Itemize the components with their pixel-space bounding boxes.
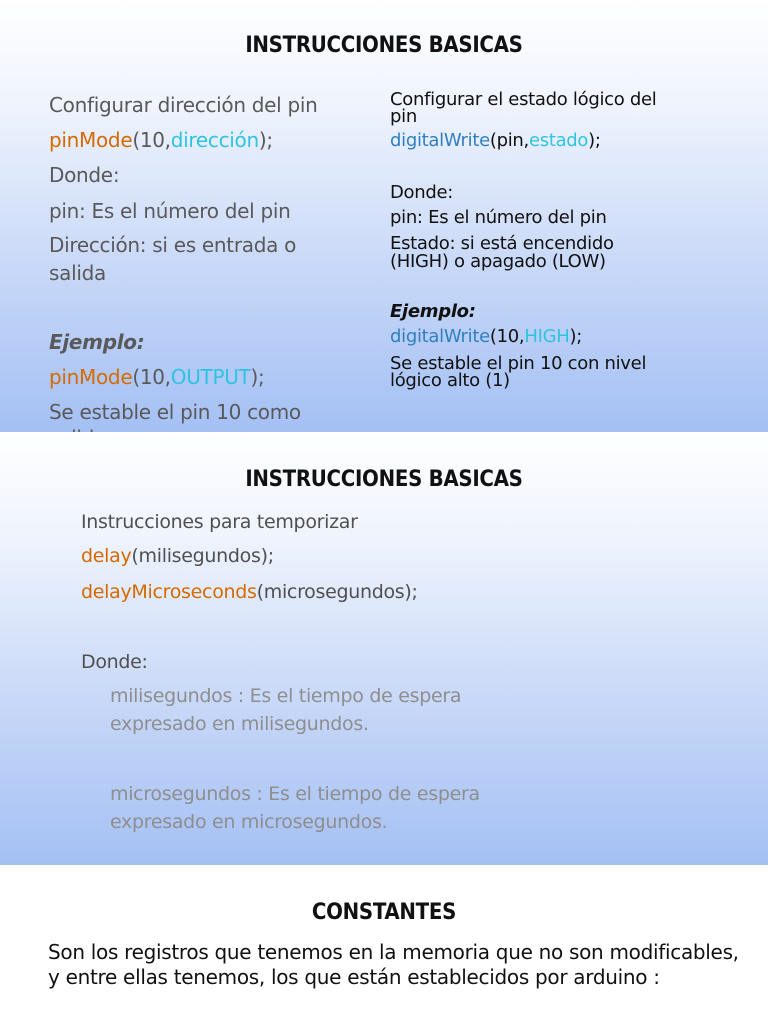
code-function: digitalWrite: [390, 326, 490, 347]
code-paren: (10,: [132, 365, 171, 389]
code-argument: estado: [528, 130, 589, 151]
timing-intro: Instrucciones para temporizar: [81, 511, 358, 533]
slide-timing: [0, 432, 768, 865]
code-paren: (pin,: [489, 130, 529, 151]
right-donde: Donde:: [390, 182, 454, 203]
milisegundos-definition: milisegundos : Es el tiempo de espera: [110, 685, 462, 707]
right-code-example: [390, 328, 582, 345]
code-function: delay: [81, 545, 132, 567]
right-heading: Configurar el estado lógico del: [390, 89, 657, 110]
code-function: pinMode: [49, 128, 133, 152]
code-argument: dirección: [170, 128, 259, 152]
code-function: pinMode: [49, 365, 133, 389]
constants-description: Son los registros que tenemos en la memoria que no son modificables, y entre ellas tenemos, los que están establecidos por arduino :: [48, 940, 739, 989]
left-direction-definition: Dirección: si es entrada o: [49, 233, 297, 257]
slide-title: INSTRUCCIONES BASICAS: [245, 467, 523, 492]
slide-title: CONSTANTES: [311, 900, 457, 925]
right-code-digitalwrite: [390, 132, 601, 149]
milisegundos-definition-cont: expresado en milisegundos.: [110, 713, 369, 735]
right-example-description-cont: lógico alto (1): [390, 370, 510, 391]
code-paren: (10,: [489, 326, 525, 347]
right-example-description: Se estable el pin 10 con nivel: [390, 353, 647, 374]
left-direction-definition-cont: salida: [49, 261, 106, 285]
right-pin-definition: pin: Es el número del pin: [390, 207, 607, 228]
code-argument: OUTPUT: [170, 365, 251, 389]
slide-constants: [0, 865, 768, 1024]
microsegundos-definition-cont: expresado en microsegundos.: [110, 811, 388, 833]
left-heading: Configurar dirección del pin: [49, 93, 318, 117]
code-close: );: [569, 326, 582, 347]
right-heading-cont: pin: [390, 106, 417, 127]
right-estado-definition: Estado: si está encendido: [390, 233, 614, 254]
right-estado-definition-cont: (HIGH) o apagado (LOW): [390, 251, 606, 272]
code-function: digitalWrite: [390, 130, 490, 151]
left-example-description: Se estable el pin 10 como: [49, 400, 301, 424]
slide-title: INSTRUCCIONES BASICAS: [245, 33, 523, 58]
left-code-pinmode: [49, 128, 273, 152]
timing-donde: Donde:: [81, 651, 148, 673]
microsegundos-definition: microsegundos : Es el tiempo de espera: [110, 783, 480, 805]
code-args: (milisegundos);: [131, 545, 274, 567]
code-argument: HIGH: [524, 326, 570, 347]
code-close: );: [258, 128, 273, 152]
code-args: (microsegundos);: [256, 581, 418, 603]
code-paren: (10,: [132, 128, 171, 152]
code-delay-microseconds: [81, 581, 418, 603]
right-example-label: Ejemplo:: [390, 301, 476, 322]
code-function: delayMicroseconds: [81, 581, 257, 603]
left-donde: Donde:: [49, 163, 120, 187]
code-close: );: [250, 365, 265, 389]
code-delay: [81, 545, 274, 567]
left-code-example: [49, 365, 264, 389]
code-close: );: [588, 130, 601, 151]
left-example-label: Ejemplo:: [49, 330, 145, 354]
slide-digital-io: [0, 0, 768, 432]
left-pin-definition: pin: Es el número del pin: [49, 199, 291, 223]
